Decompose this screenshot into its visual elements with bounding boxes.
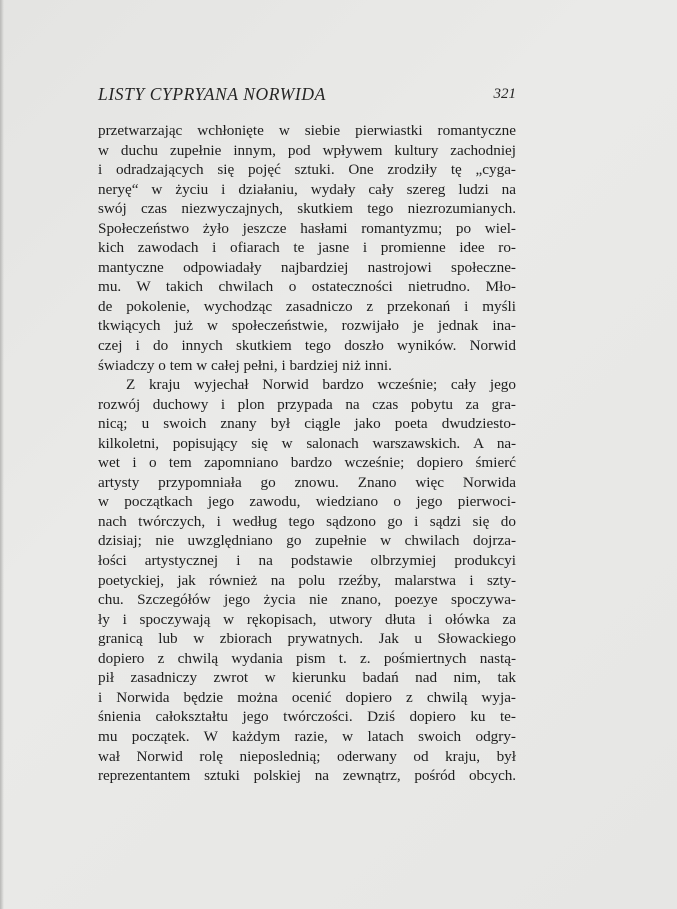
text-line: rozwój duchowy i plon przypada na czas pobytu za gra- [98,395,516,413]
text-line: neryę“ w życiu i działaniu, wydały cały szereg ludzi na [98,180,516,198]
text-line: kilkoletni, popisujący się w salonach warszawskich. A na- [98,434,516,452]
page-edge-shadow [0,0,4,909]
text-line: wet i o tem zapomniano bardzo wcześnie; dopiero śmierć [98,454,516,472]
text-line: artysty przypomniała go znowu. Znano więc Norwida [98,473,516,491]
text-line: czej i do innych skutkiem tego doszło wyników. Norwid [98,337,516,355]
text-line: nach twórczych, i według tego sądzono go i sądzi się do [98,512,516,530]
text-line: Z kraju wyjechał Norwid bardzo wcześnie; cały jego [126,376,516,394]
page-number: 321 [493,86,516,102]
running-title: LISTY CYPRYANA NORWIDA [98,84,326,104]
paragraph-1 [98,121,516,375]
text-line: ły i spoczywają w rękopisach, utwory dłuta i ołówka za [98,610,516,628]
text-line: wał Norwid rolę nieposlednią; oderwany od kraju, był [98,747,516,765]
text-line: chu. Szczegółów jego życia nie znano, poezye spoczywa- [98,591,516,609]
text-line: w duchu zupełnie innym, pod wpływem kultury zachodniej [98,141,516,159]
text-line: swój czas niezwyczajnych, skutkiem tego niezrozumianych. [98,200,516,218]
text-line: tkwiących już w społeczeństwie, rozwijało je jednak ina- [98,317,516,335]
text-line: i Norwida będzie można ocenić dopiero z chwilą wyja- [98,688,516,706]
text-line: Społeczeństwo żyło jeszcze hasłami romantyzmu; po wiel- [98,219,516,237]
text-line: granicą lub w zbiorach prywatnych. Jak u Słowackiego [98,630,516,648]
text-line: kich zawodach i ofiarach te jasne i promienne idee ro- [98,239,516,257]
text-line: dzisiaj; nie uwzględniano go zupełnie w chwilach dojrza- [98,532,516,550]
text-line: reprezentantem sztuki polskiej na zewnątrz, pośród obcych. [98,767,516,785]
text-line: w początkach jego zawodu, wiedziano o jego pierwoci- [98,493,516,511]
paragraph-2 [98,375,516,785]
text-line: poetyckiej, jak również na polu rzeźby, malarstwa i szty- [98,571,516,589]
text-line: świadczy o tem w całej pełni, i bardziej niż inni. [98,356,392,374]
text-line: łości artystycznej i na podstawie olbrzymiej produkcyi [98,552,516,570]
text-line: nicą; u swoich znany był ciągle jako poeta dwudziesto- [98,415,516,433]
text-line: pił zasadniczy zwrot w kierunku badań nad nim, tak [98,669,516,687]
text-line: śnienia całokształtu jego twórczości. Dziś dopiero ku te- [98,708,516,726]
text-line: de pokolenie, wychodząc zasadniczo z przekonań i myśli [98,297,516,315]
text-line: dopiero z chwilą wydania pism t. z. pośmiertnych nastą- [98,649,516,667]
text-line: mu początek. W każdym razie, w latach swoich odgry- [98,727,516,745]
text-line: mantyczne odpowiadały najbardziej nastrojowi społeczne- [98,258,516,276]
text-line: mu. W takich chwilach o ostateczności nietrudno. Mło- [98,278,516,296]
text-line: i odradzających się pojęć sztuki. One zrodziły tę „cyga- [98,161,516,179]
text-line: przetwarzając wchłonięte w siebie pierwiastki romantyczne [98,122,516,139]
running-head [98,84,516,108]
body-text [98,121,516,786]
